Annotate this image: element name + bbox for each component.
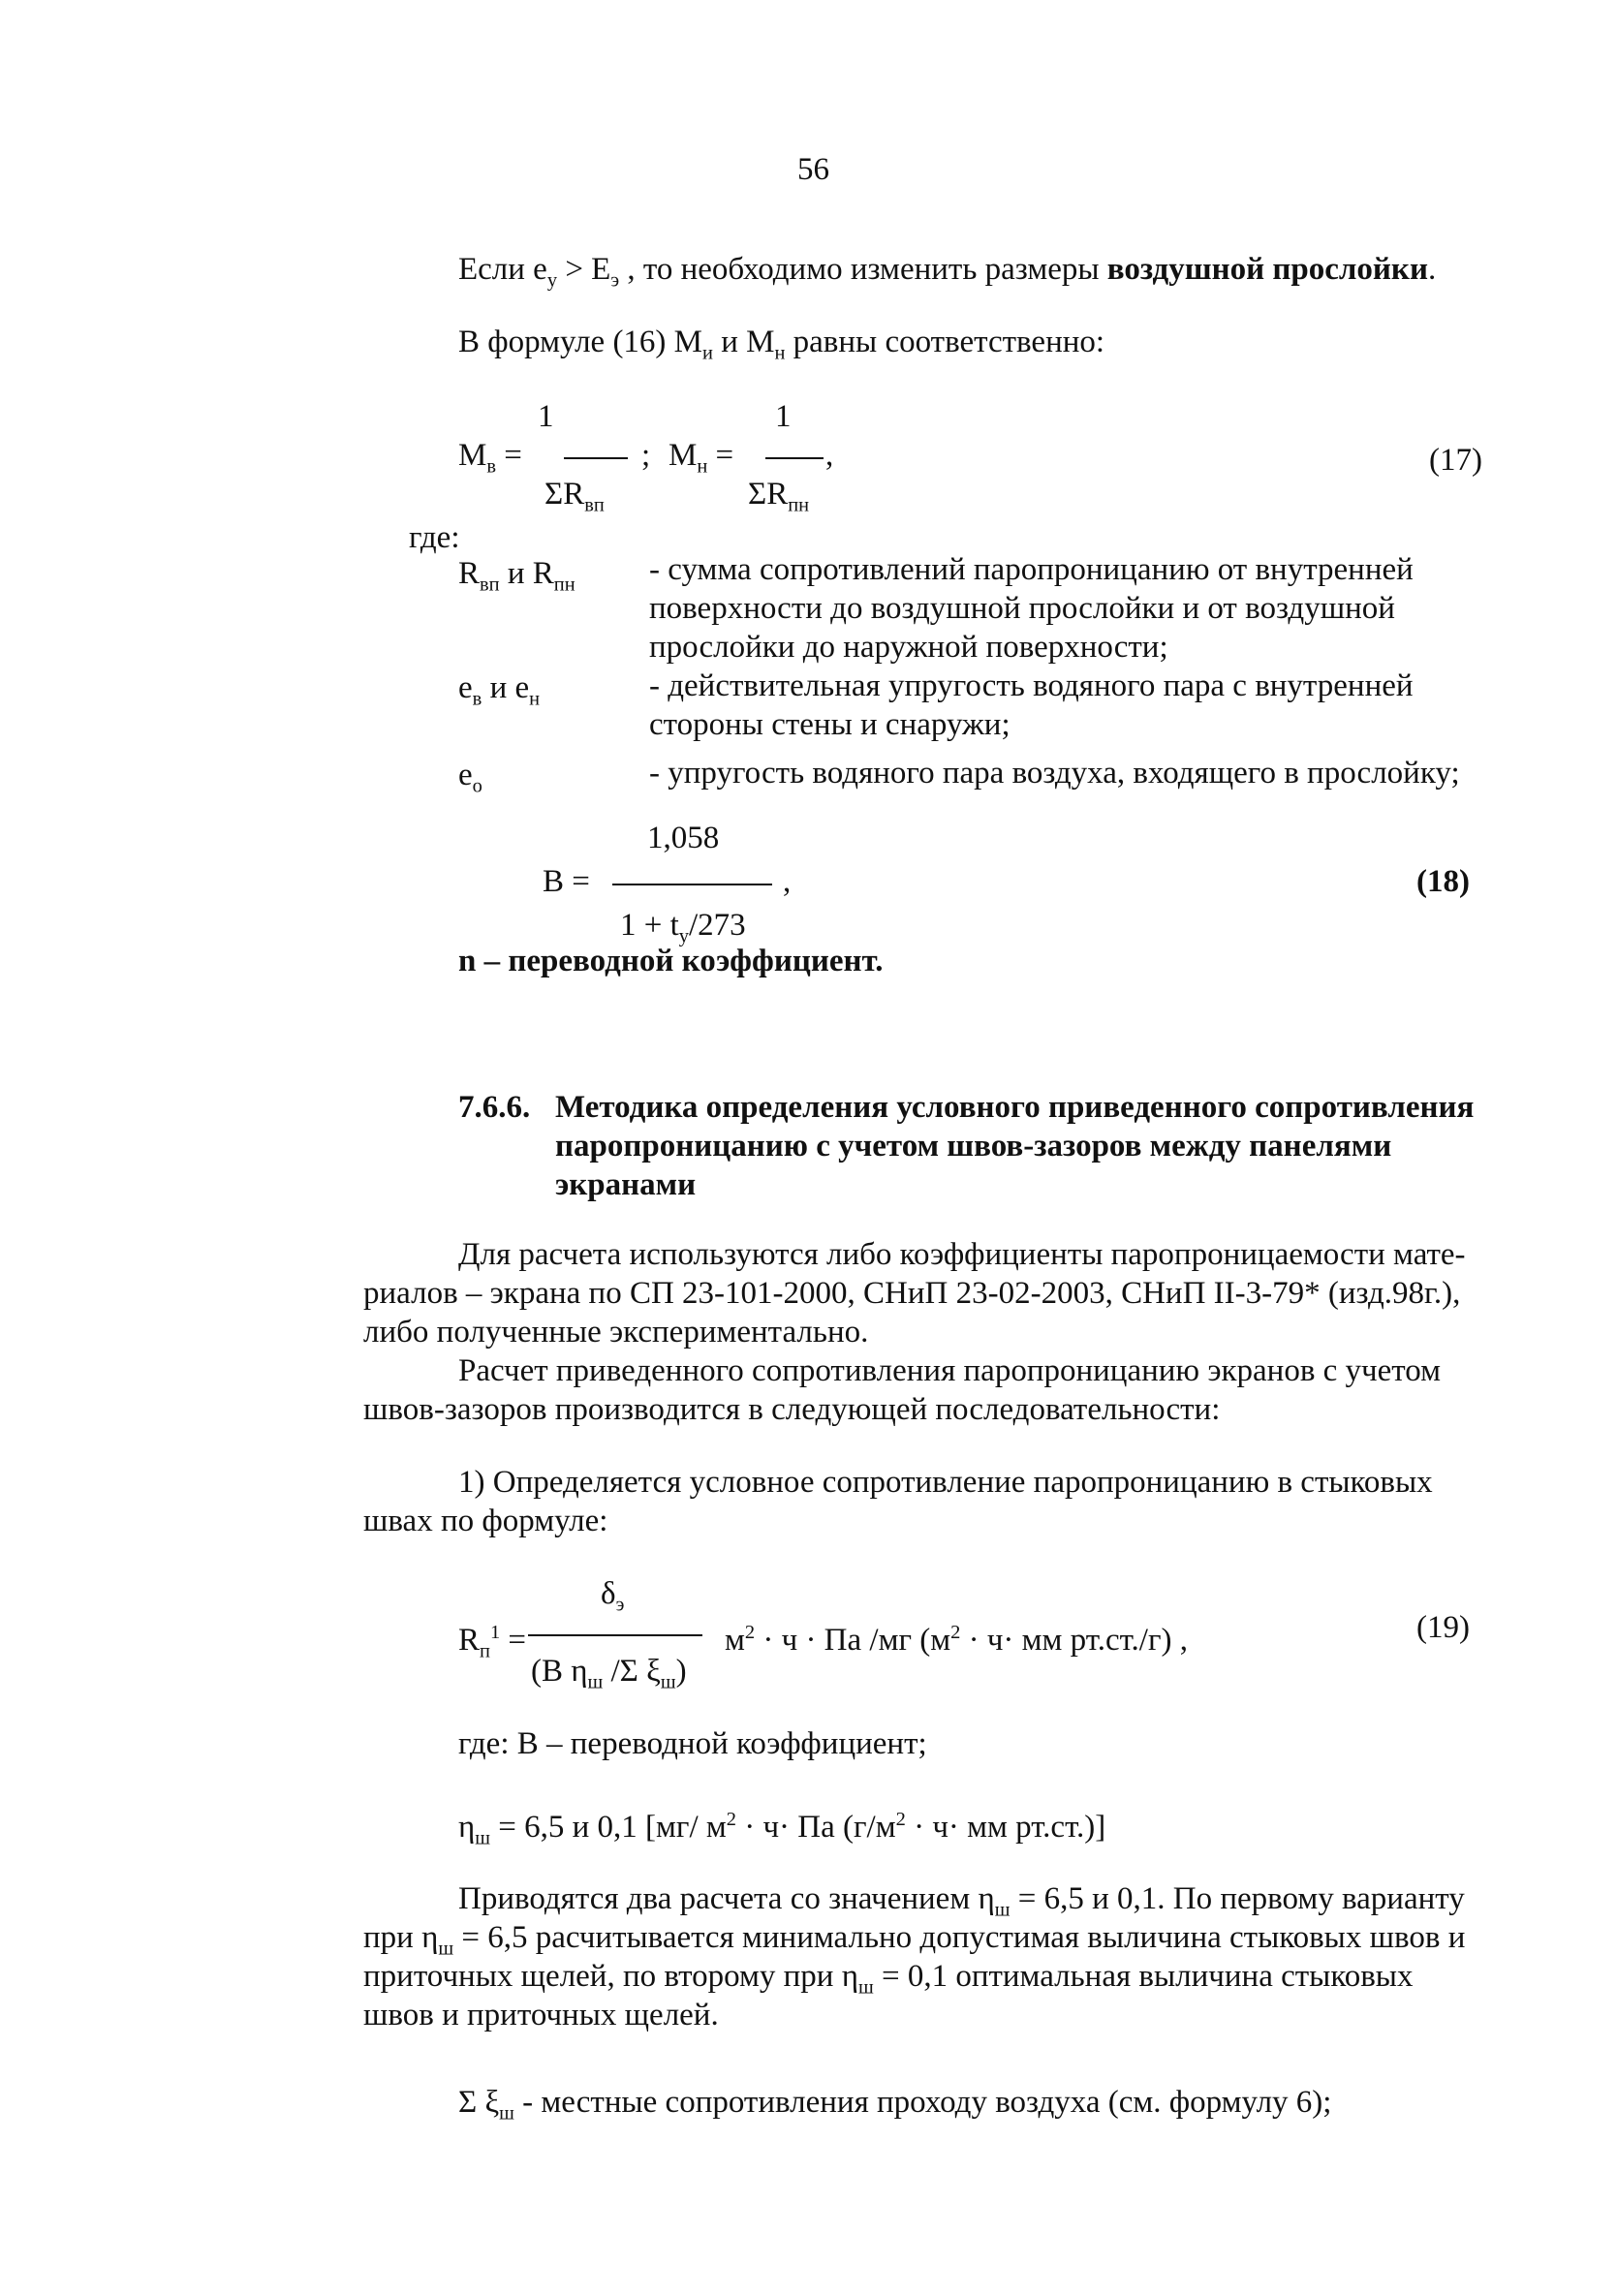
- fraction-line: [612, 884, 772, 885]
- text: ΣR: [748, 477, 789, 512]
- text: R: [458, 556, 481, 591]
- subscript: в: [486, 455, 496, 478]
- subscript: н: [529, 688, 541, 710]
- text-line-1: [458, 250, 1436, 300]
- numerator: 1,058: [647, 821, 720, 855]
- subscript: ш: [587, 1671, 604, 1693]
- paragraph-line: швов-зазоров производится в следующей последовательности:: [363, 1392, 1221, 1427]
- text: м: [725, 1623, 745, 1658]
- subscript: в: [472, 688, 482, 710]
- lhs-2: [669, 436, 733, 486]
- text: Если е: [458, 252, 547, 287]
- text: равны соответственно:: [785, 325, 1105, 359]
- superscript: 2: [744, 1622, 756, 1643]
- text: .: [1427, 252, 1437, 287]
- paragraph-line: Для расчета используются либо коэффициенты паропроницаемости мате-: [458, 1237, 1466, 1272]
- paragraph-line: либо полученные экспериментально.: [363, 1315, 869, 1350]
- subscript: э: [615, 1594, 625, 1616]
- superscript: 2: [895, 1809, 906, 1830]
- subscript: о: [472, 775, 482, 797]
- subscript: у: [546, 269, 558, 292]
- superscript: 2: [950, 1622, 961, 1643]
- fraction-line: [765, 457, 824, 459]
- text: при η: [363, 1920, 439, 1955]
- definition-term: [458, 756, 482, 806]
- section-title-line: Методика определения условного приведенного сопротивления: [555, 1090, 1475, 1125]
- lhs-1: [458, 436, 522, 486]
- bold-text: воздушной прослойки: [1106, 252, 1428, 287]
- text: , то необходимо изменить размеры: [619, 252, 1107, 287]
- subscript: ш: [499, 2102, 514, 2125]
- eta-line: [458, 1800, 1105, 1858]
- comma: ,: [783, 864, 792, 899]
- text: =: [715, 438, 734, 473]
- text: = 6,5 и 0,1. По первому варианту: [1010, 1881, 1465, 1916]
- text: ): [675, 1654, 687, 1689]
- text: е: [458, 758, 473, 792]
- text: Приводятся два расчета со значением η: [458, 1881, 995, 1916]
- equation-number: (19): [1416, 1610, 1470, 1645]
- text: 1 + t: [620, 908, 679, 943]
- subscript: н: [697, 455, 708, 478]
- subscript: ш: [438, 1938, 454, 1960]
- text: - местные сопротивления проходу воздуха (см. формулу 6);: [513, 2085, 1332, 2120]
- text: и М: [712, 325, 775, 359]
- definition-term: [458, 554, 575, 605]
- text: =: [500, 1623, 527, 1658]
- paragraph-line: Расчет приведенного сопротивления паропроницанию экранов с учетом: [458, 1353, 1442, 1388]
- subscript: вп: [584, 494, 605, 516]
- text-line-2: [458, 323, 1104, 373]
- subscript: ш: [857, 1976, 874, 1999]
- units: [725, 1613, 1188, 1660]
- last-line: [458, 2083, 1331, 2133]
- text: и R: [499, 556, 554, 591]
- definition-line: стороны стены и снаружи;: [649, 707, 1011, 742]
- denominator: [531, 1652, 687, 1702]
- text: приточных щелей, по второму при η: [363, 1959, 858, 1994]
- definition-line: - сумма сопротивлений паропроницанию от внутренней: [649, 552, 1414, 587]
- definition-line: поверхности до воздушной прослойки и от воздушной: [649, 591, 1395, 626]
- fraction-line: [564, 457, 628, 459]
- numerator: [601, 1574, 624, 1625]
- paragraph-line: швов и приточных щелей.: [363, 1998, 719, 2032]
- where-label: где:: [409, 520, 460, 555]
- subscript: у: [678, 925, 689, 947]
- text: =: [504, 438, 522, 473]
- comma: ,: [825, 438, 834, 473]
- subscript: и: [702, 342, 713, 364]
- text: · ч · Па /мг (м: [755, 1623, 951, 1658]
- definition-line: - действительная упругость водяного пара с внутренней: [649, 668, 1414, 703]
- subscript: пн: [788, 494, 810, 516]
- page-number: 56: [797, 152, 829, 187]
- subscript: ш: [660, 1671, 676, 1693]
- lhs: [458, 1613, 526, 1671]
- text: ΣR: [544, 477, 585, 512]
- text: δ: [601, 1576, 616, 1611]
- subscript: п: [480, 1640, 490, 1662]
- subscript: э: [610, 269, 620, 292]
- section-title-line: паропроницанию с учетом швов-зазоров между панелями: [555, 1129, 1392, 1164]
- text: /273: [689, 908, 746, 943]
- text: Σ ξ: [458, 2085, 500, 2120]
- subscript: вп: [480, 574, 500, 596]
- numerator-2: 1: [775, 399, 792, 434]
- denominator-2: [748, 475, 809, 525]
- n-definition: n – переводной коэффициент.: [458, 944, 884, 978]
- fraction-line: [528, 1634, 702, 1636]
- text: = 6,5 расчитывается минимально допустимая выличина стыковых швов и: [453, 1920, 1466, 1955]
- text: · ч· Па (г/м: [735, 1810, 896, 1845]
- equation-number: (18): [1416, 864, 1470, 899]
- text: М: [669, 438, 698, 473]
- lhs: B =: [543, 864, 590, 899]
- definition-term: [458, 668, 540, 719]
- subscript: н: [774, 342, 786, 364]
- text: (В η: [531, 1654, 588, 1689]
- equation-number: (17): [1429, 443, 1482, 478]
- paragraph-line: швах по формуле:: [363, 1504, 608, 1538]
- definition-line: - упругость водяного пара воздуха, входящего в прослойку;: [649, 756, 1460, 791]
- subscript: ш: [475, 1827, 491, 1849]
- numerator-1: 1: [538, 399, 554, 434]
- text: · ч· мм рт.ст./г) ,: [960, 1623, 1188, 1658]
- paragraph-line: 1) Определяется условное сопротивление паропроницанию в стыковых: [458, 1465, 1433, 1500]
- text: · ч· мм рт.ст.)]: [905, 1810, 1106, 1845]
- where-b-line: где: В – переводной коэффициент;: [458, 1726, 927, 1761]
- text: /Σ ξ: [603, 1654, 661, 1689]
- section-title-line: экранами: [555, 1167, 697, 1202]
- text: R: [458, 1623, 481, 1658]
- section-number: 7.6.6.: [458, 1090, 531, 1125]
- text: = 6,5 и 0,1 [мг/ м: [490, 1810, 727, 1845]
- subscript: ш: [994, 1899, 1011, 1921]
- paragraph-line: риалов – экрана по СП 23-101-2000, СНиП 23-02-2003, СНиП II-3-79* (изд.98г.),: [363, 1276, 1461, 1311]
- superscript: 1: [489, 1622, 501, 1643]
- text: М: [458, 438, 487, 473]
- text: е: [458, 670, 473, 705]
- subscript: пн: [553, 574, 575, 596]
- definition-line: прослойки до наружной поверхности;: [649, 630, 1168, 665]
- text: > Е: [557, 252, 611, 287]
- text: В формуле (16) М: [458, 325, 703, 359]
- denominator-1: [544, 475, 605, 525]
- text: и е: [482, 670, 530, 705]
- text: η: [458, 1810, 476, 1845]
- superscript: 2: [726, 1809, 736, 1830]
- separator: ;: [641, 438, 651, 473]
- text: = 0,1 оптимальная выличина стыковых: [873, 1959, 1414, 1994]
